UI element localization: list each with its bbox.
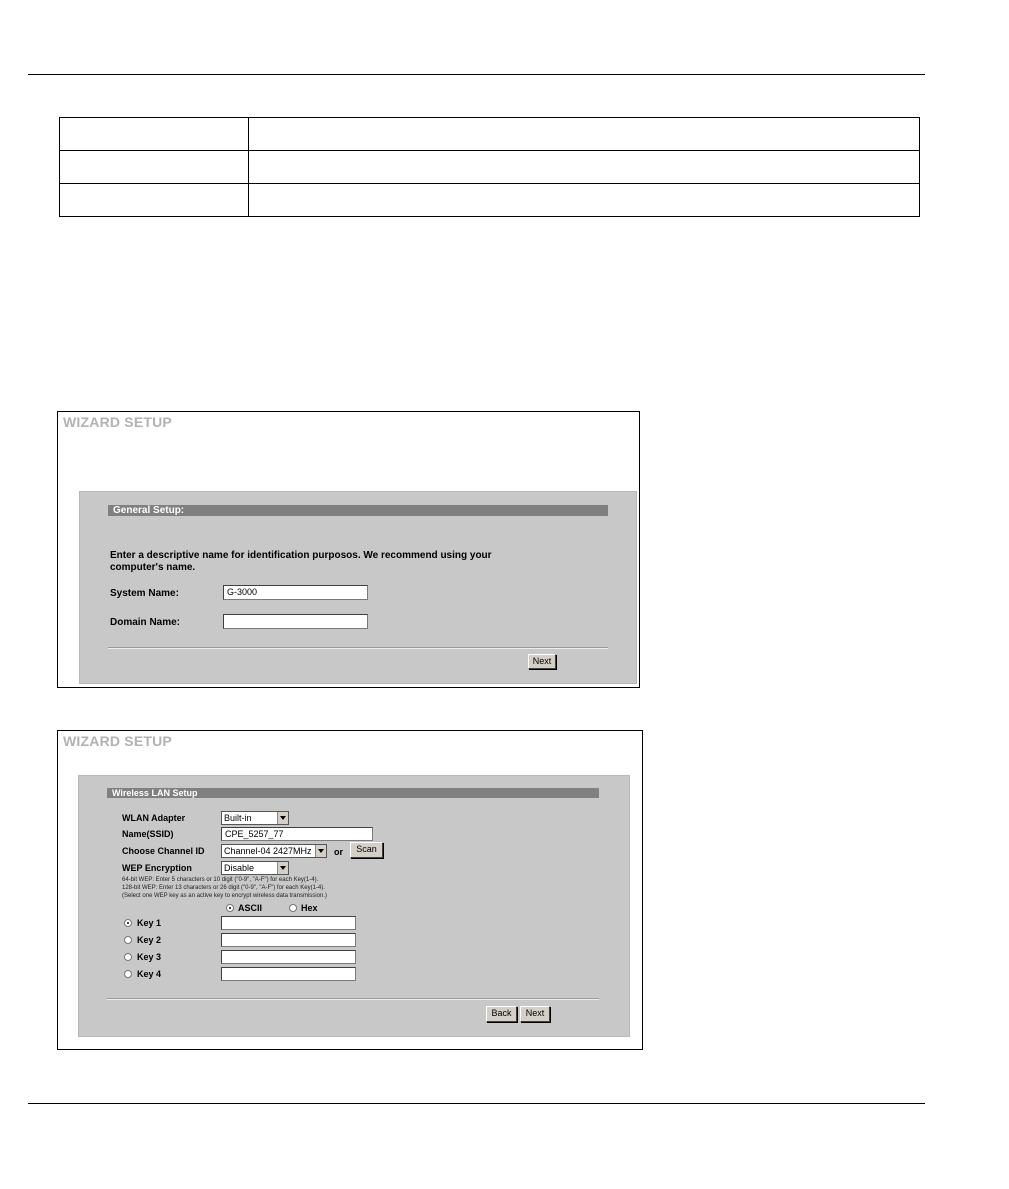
key2-input[interactable]	[221, 933, 356, 947]
domain-name-input[interactable]	[223, 614, 368, 629]
chevron-down-icon	[277, 812, 288, 824]
footer-divider	[107, 998, 599, 1000]
wep-encryption-label: WEP Encryption	[122, 863, 192, 873]
key1-input[interactable]	[221, 916, 356, 930]
general-setup-screenshot	[57, 411, 640, 688]
key4-input[interactable]	[221, 967, 356, 981]
key2-label: Key 2	[137, 935, 162, 945]
table-cell	[249, 151, 920, 184]
back-button[interactable]: Back	[486, 1006, 517, 1022]
ssid-input[interactable]: CPE_5257_77	[221, 827, 373, 841]
channel-value: Channel-04 2427MHz	[224, 846, 312, 856]
table-row	[60, 118, 920, 151]
wlan-adapter-label: WLAN Adapter	[122, 813, 186, 823]
footer-divider	[108, 647, 608, 649]
or-text: or	[334, 847, 343, 857]
wep-note-64bit: 64-bit WEP: Enter 5 characters or 10 digit ("0-9", "A-F") for each Key(1-4).	[122, 877, 319, 883]
channel-select[interactable]	[221, 844, 327, 858]
description-line-2: computer's name.	[110, 562, 196, 573]
key4-label: Key 4	[137, 969, 162, 979]
wizard-title: WIZARD SETUP	[63, 733, 172, 749]
key2-radio[interactable]	[124, 936, 132, 944]
chevron-down-icon	[277, 862, 288, 874]
table-row	[60, 151, 920, 184]
wlan-adapter-value: Built-in	[224, 813, 252, 823]
wizard-title: WIZARD SETUP	[63, 414, 172, 430]
domain-name-label: Domain Name:	[110, 617, 181, 628]
ssid-label: Name(SSID)	[122, 829, 174, 839]
section-header: General Setup:	[108, 505, 608, 516]
general-setup-panel	[79, 491, 637, 684]
key3-label: Key 3	[137, 952, 162, 962]
key1-radio[interactable]	[124, 919, 132, 927]
table-cell	[60, 184, 249, 217]
wep-encryption-select[interactable]	[221, 861, 289, 875]
key1-label: Key 1	[137, 918, 162, 928]
key4-radio[interactable]	[124, 970, 132, 978]
wireless-lan-setup-screenshot	[57, 730, 643, 1050]
wep-encryption-value: Disable	[224, 863, 255, 873]
wlan-adapter-select[interactable]	[221, 811, 289, 825]
table-cell	[60, 151, 249, 184]
channel-label: Choose Channel ID	[122, 846, 205, 856]
next-button[interactable]: Next	[528, 654, 556, 669]
document-table	[59, 117, 920, 217]
hex-label: Hex	[301, 903, 318, 913]
wep-note-select: (Select one WEP key as an active key to encrypt wireless data transmission.)	[122, 893, 327, 899]
key3-input[interactable]	[221, 950, 356, 964]
section-header: Wireless LAN Setup	[107, 788, 599, 798]
key3-radio[interactable]	[124, 953, 132, 961]
table-cell	[249, 184, 920, 217]
hex-radio[interactable]	[289, 904, 297, 912]
table-row	[60, 184, 920, 217]
wep-note-128bit: 128-bit WEP: Enter 13 characters or 26 digit ("0-9", "A-F") for each Key(1-4).	[122, 885, 325, 891]
table-cell	[249, 118, 920, 151]
footer-rule	[28, 1103, 925, 1104]
description-line-1: Enter a descriptive name for identification purposos. We recommend using your	[110, 550, 492, 561]
next-button[interactable]: Next	[520, 1006, 550, 1022]
system-name-input[interactable]: G-3000	[223, 585, 368, 600]
table-cell	[60, 118, 249, 151]
system-name-label: System Name:	[110, 588, 179, 599]
scan-button[interactable]: Scan	[350, 842, 383, 858]
header-rule	[28, 74, 925, 75]
wireless-setup-panel	[78, 775, 630, 1037]
ascii-label: ASCII	[238, 903, 263, 913]
chevron-down-icon	[315, 845, 326, 857]
ascii-radio[interactable]	[226, 904, 234, 912]
